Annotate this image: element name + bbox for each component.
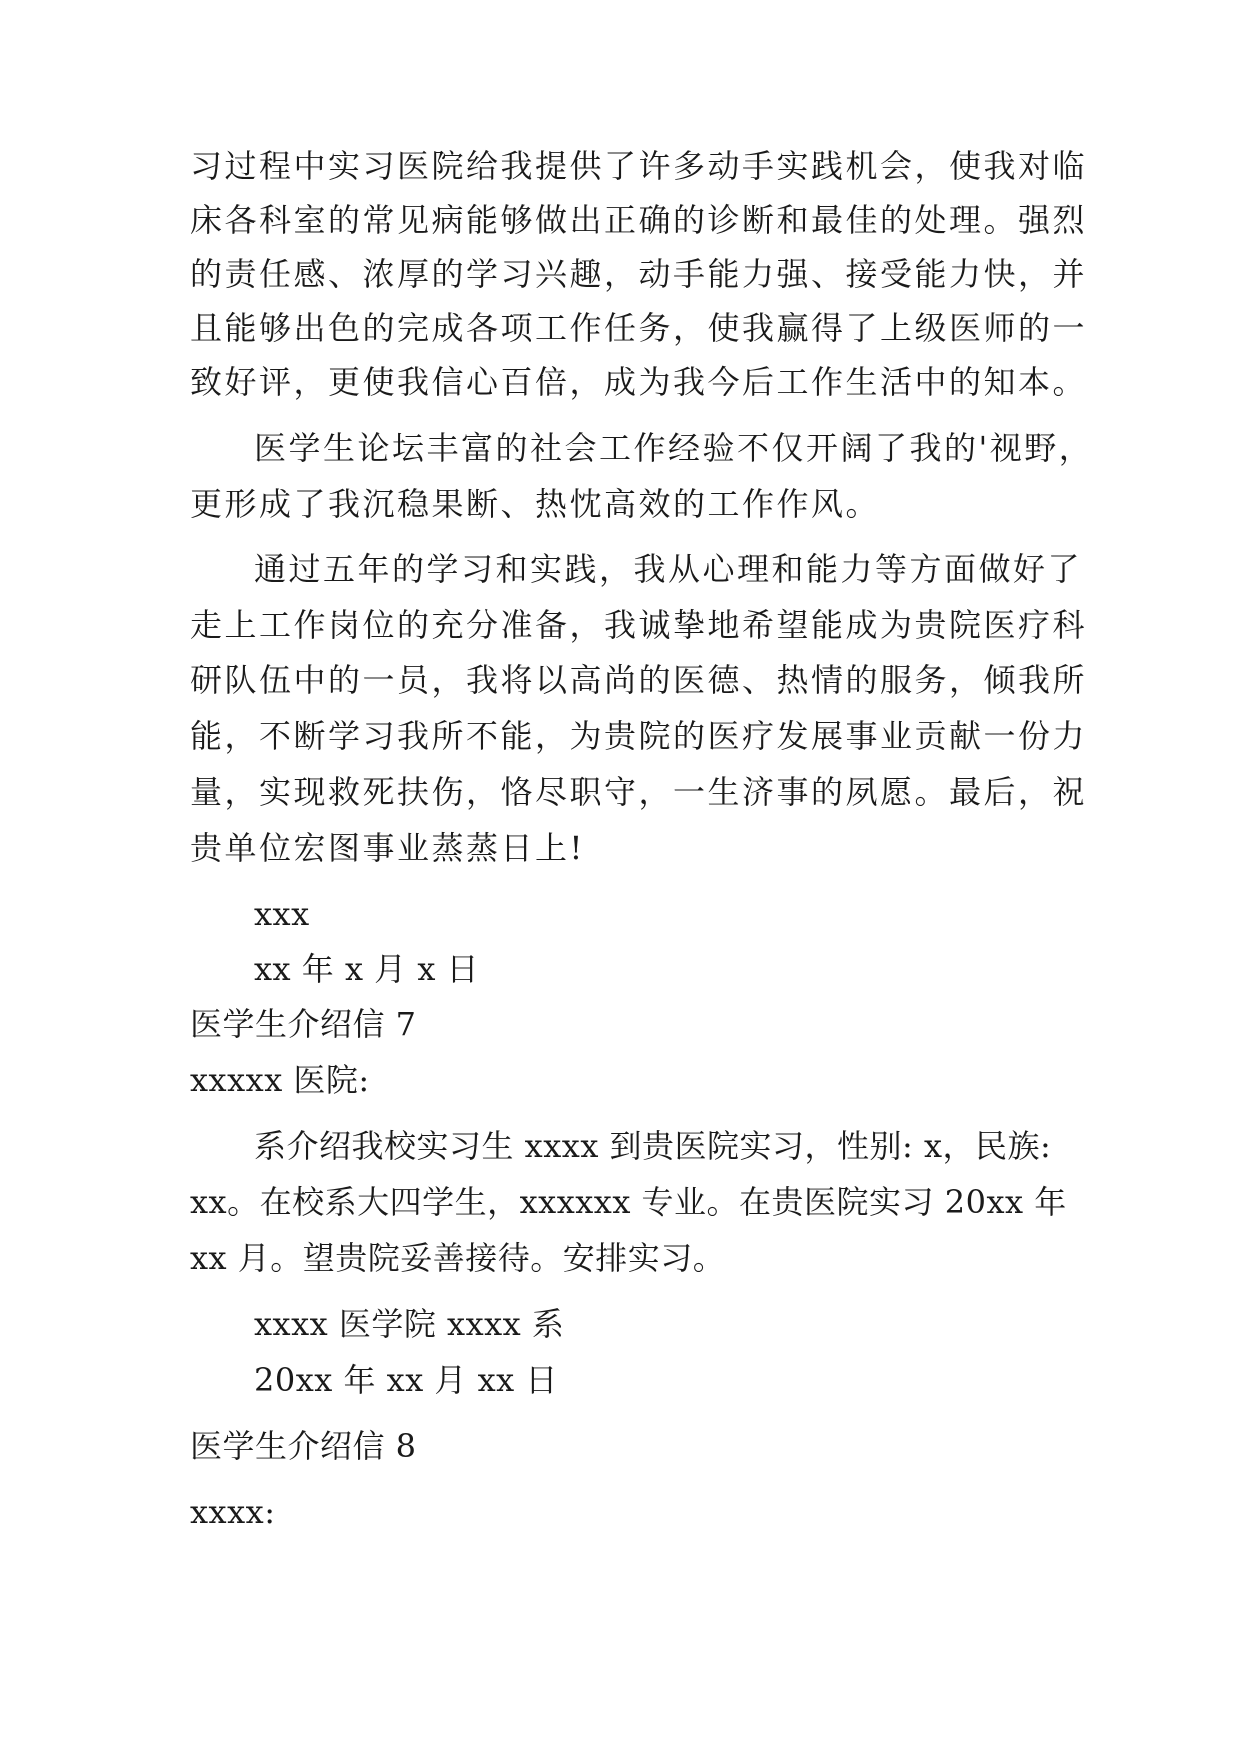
- paragraph-line: 能，不断学习我所不能，为贵院的医疗发展事业贡献一份力: [190, 717, 1088, 755]
- section-title: 医学生介绍信 8: [190, 1427, 417, 1465]
- paragraph-line: 的责任感、浓厚的学习兴趣，动手能力强、接受能力快，并: [190, 255, 1088, 293]
- paragraph-line: 系介绍我校实习生 xxxx 到贵医院实习，性别: x，民族:: [254, 1127, 1052, 1165]
- paragraph-line: 量，实现救死扶伤，恪尽职守，一生济事的夙愿。最后，祝: [190, 773, 1088, 811]
- paragraph-line: 研队伍中的一员，我将以高尚的医德、热情的服务，倾我所: [190, 661, 1088, 699]
- paragraph-line: 医学生论坛丰富的社会工作经验不仅开阔了我的'视野，: [254, 429, 1094, 467]
- paragraph-line: 贵单位宏图事业蒸蒸日上!: [190, 829, 585, 867]
- paragraph-line: 且能够出色的完成各项工作任务，使我赢得了上级医师的一: [190, 309, 1088, 347]
- paragraph-line: 更形成了我沉稳果断、热忱高效的工作作风。: [190, 485, 881, 523]
- section-title: 医学生介绍信 7: [190, 1005, 417, 1043]
- letter-date: 20xx 年 xx 月 xx 日: [254, 1361, 558, 1399]
- letter-salutation: xxxx:: [190, 1493, 276, 1531]
- letter-signature: xxxx 医学院 xxxx 系: [254, 1305, 565, 1343]
- signature-date: xx 年 x 月 x 日: [254, 950, 480, 988]
- letter-salutation: xxxxx 医院:: [190, 1061, 370, 1099]
- paragraph-line: 习过程中实习医院给我提供了许多动手实践机会，使我对临: [190, 147, 1088, 185]
- paragraph-line: xx。在校系大四学生，xxxxxx 专业。在贵医院实习 20xx 年: [190, 1183, 1067, 1221]
- paragraph-line: 走上工作岗位的充分准备，我诚挚地希望能成为贵院医疗科: [190, 606, 1088, 644]
- paragraph-line: xx 月。望贵院妥善接待。安排实习。: [190, 1239, 726, 1277]
- paragraph-line: 床各科室的常见病能够做出正确的诊断和最佳的处理。强烈: [190, 201, 1088, 239]
- paragraph-line: 致好评，更使我信心百倍，成为我今后工作生活中的知本。: [190, 363, 1088, 401]
- paragraph-line: 通过五年的学习和实践，我从心理和能力等方面做好了: [254, 550, 1083, 588]
- signature-name: xxx: [254, 895, 310, 933]
